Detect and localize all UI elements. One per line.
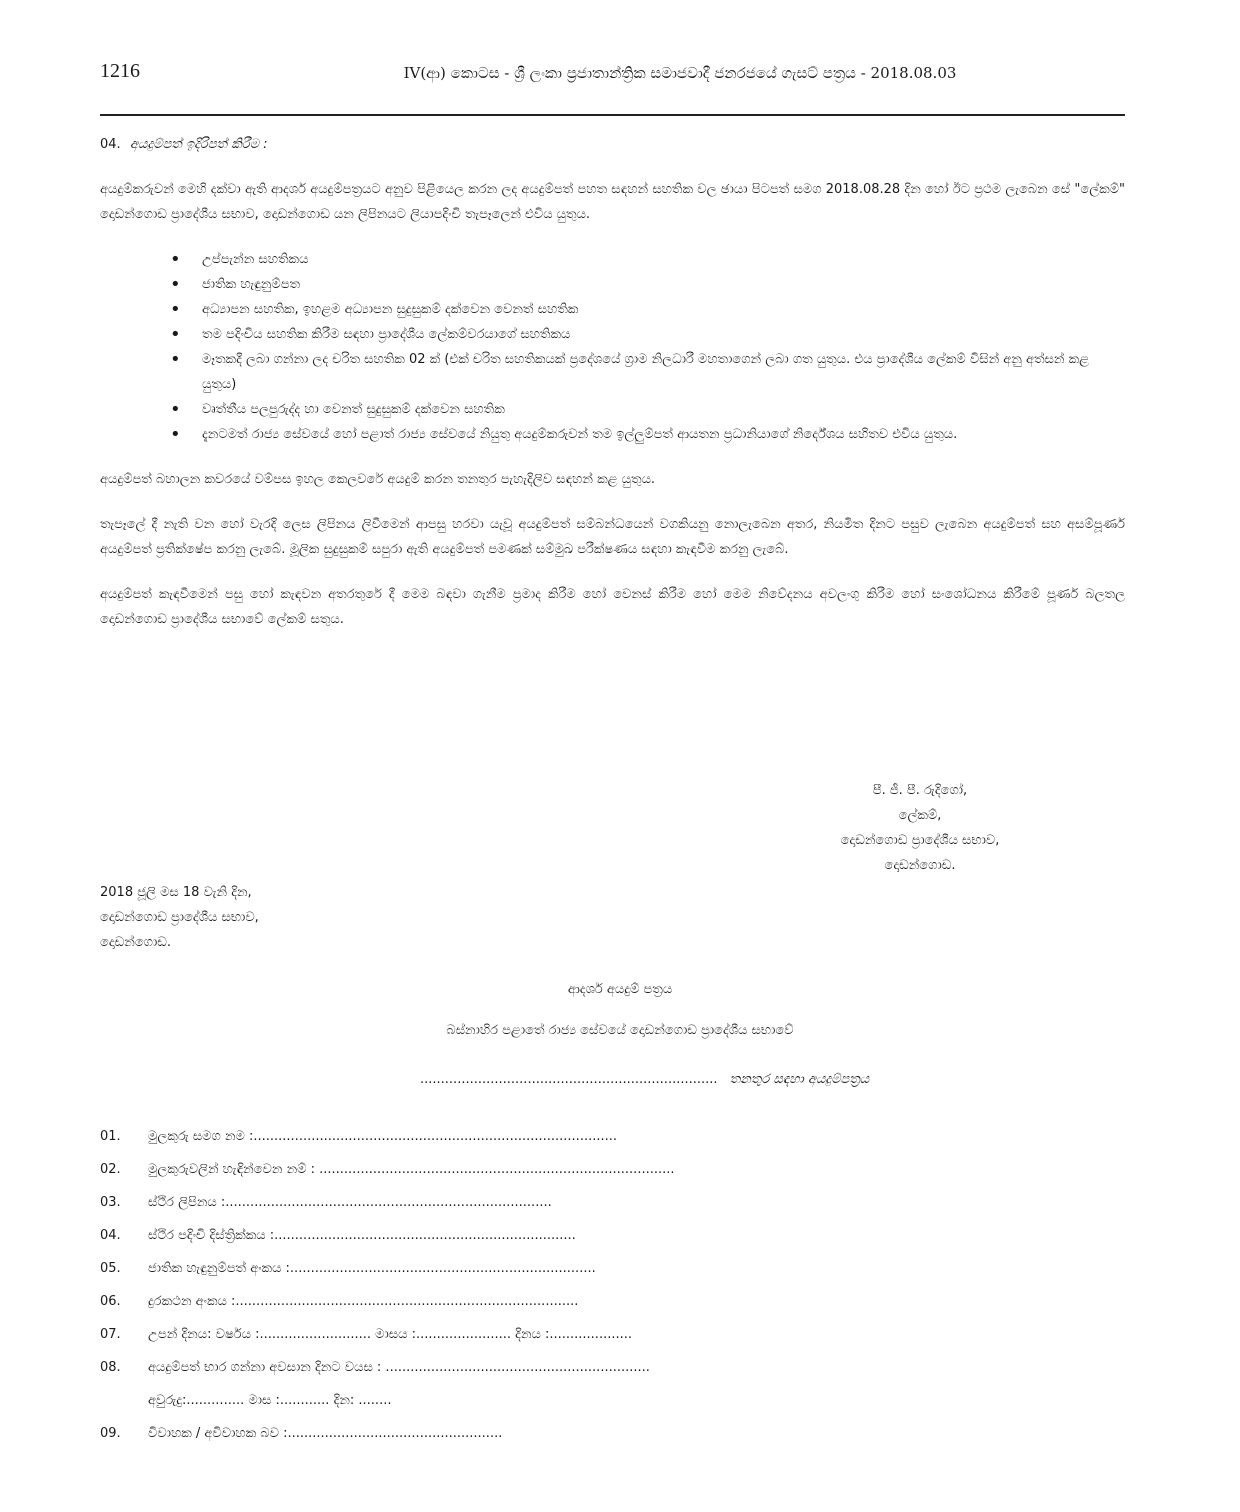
intro-paragraph: අයදුම්කරුවන් මෙහි දක්වා ඇති ආදර්ශ අයදුම්පත්‍රයට අනුව පිළියෙල කරන ලද අයදුම්පත් පහත සඳහන් සහතික වල ඡායා පිටපත් සමග 2018.08.28 දින හෝ ඊට ප්‍රථම ලැබෙන සේ "ලේකම්" දොඩන්ගොඩ ප්‍රාදේශීය සභාව, දොඩන්ගොඩ යන ලිපිනයට ලියාපදිංචි තැපෑලෙන් එවිය යුතුය. — [100, 182, 1125, 222]
form-field — [100, 1417, 1125, 1450]
list-item: • උප්පැන්න සහතිකය — [170, 247, 1125, 272]
list-item: • වෘත්තීය පලපුරුද්ද හා වෙනත් සුදුසුකම් දක්වෙන සහතික — [170, 397, 1125, 422]
form-field — [100, 1153, 1125, 1186]
list-item: • අධ්‍යාපන සහතික, ඉහළම අධ්‍යාපන සුදුසුකම් දක්වෙන වෙනත් සහතික — [170, 297, 1125, 322]
signatory-place: දොඩන්ගොඩ. — [884, 858, 956, 873]
list-item: • තම පදිංචිය සහතික කිරීම සඳහා ප්‍රාදේශීය ලේකම්වරයාගේ සහතිකය — [170, 322, 1125, 347]
field-number: 08. — [100, 1360, 121, 1375]
field-number: 04. — [100, 1228, 121, 1243]
form-post-line — [420, 1072, 869, 1087]
form-field — [100, 1252, 1125, 1285]
form-field — [100, 1318, 1125, 1351]
field-number: 01. — [100, 1129, 121, 1144]
field-number: 02. — [100, 1162, 121, 1177]
field-label: මුලකුරු සමග නම :........................................................................................ — [148, 1129, 618, 1144]
field-number: 07. — [100, 1327, 121, 1342]
page-number: 1216 — [100, 60, 140, 82]
main-content — [100, 132, 1125, 652]
requirements-list — [100, 247, 1125, 447]
form-fields — [100, 1120, 1125, 1450]
rejection-paragraph: තැපෑලේ දී නැති වන හෝ වැරදි ලෙස ලිපිනය ලිවීමෙන් ආපසු හරවා යැවූ අයදුම්පත් සම්බන්ධයෙන් වගකියනු නොලැබෙන අතර, නියමිත දිනට පසුව ලැබෙන අයදුම්පත් සහ අසම්පූර්ණ අයදුම්පත් ප්‍රතික්ෂේප කරනු ලැබේ. මූලික සුදුසුකම් සපුරා ඇති අයදුම්පත් පමණක් සම්මුඛ පරීක්ෂණය සඳහා කැඳවීම කරනු ලැබේ. — [100, 517, 1125, 557]
list-item: • ජාතික හැඳුනුම්පත — [170, 272, 1125, 297]
form-field — [100, 1285, 1125, 1318]
field-number: 05. — [100, 1261, 121, 1276]
section-title: අයදුම්පත් ඉදිරිපත් කිරීම : — [130, 137, 268, 152]
date-block — [100, 880, 259, 955]
signatory-designation: ලේකම්, — [898, 808, 942, 823]
form-subtitle: බස්නාහිර පළාතේ රාජ්‍ය සේවයේ දොඩන්ගොඩ ප්‍රාදේශීය සභාවේ — [446, 1023, 794, 1038]
field-label: අවුරුදු:.............. මාස :............ දින: ........ — [148, 1393, 392, 1408]
section-number: 04. — [100, 137, 121, 152]
post-blank: ........................................................................ — [420, 1072, 718, 1087]
field-label: මුලකුරුවලින් හැඳින්වෙන නම් ‍: ...................................................................................... — [148, 1162, 675, 1177]
post-label: තනතුර සඳහා අයදුම්පත්‍රය — [729, 1072, 870, 1087]
signatory-office: දොඩන්ගොඩ ප්‍රාදේශීය සභාව, — [840, 833, 1000, 848]
issue-place: දොඩන්ගොඩ. — [100, 935, 172, 950]
field-label: ස්ථිර පදිංචි දිස්ත්‍රික්කය :......................................................................... — [148, 1228, 576, 1243]
signature-block — [760, 778, 1080, 878]
form-field — [100, 1186, 1125, 1219]
issue-office: දොඩන්ගොඩ ප්‍රාදේශීය සභාව, — [100, 910, 259, 925]
gazette-header-title: IV(ආ) කොටස - ශ්‍රී ලංකා ප්‍රජාතාන්ත්‍රික සමාජවාදී ජනරජයේ ගැසට් පත්‍රය - 2018.08.03 — [403, 64, 957, 82]
form-field — [100, 1120, 1125, 1153]
field-label: ජාතික හැඳුනුම්පත් අංකය :.......................................................................... — [148, 1261, 596, 1276]
field-label: උපන් දිනය: වර්ෂය :........................... මාසය :....................... දිනය :.................... — [148, 1327, 632, 1342]
field-number: 03. — [100, 1195, 121, 1210]
field-number: 06. — [100, 1294, 121, 1309]
issue-date: 2018 ජූලි මස 18 වැනි දින, — [100, 885, 252, 900]
header-divider — [100, 114, 1125, 116]
form-title: ආදර්ශ අයදුම් පත්‍රය — [567, 982, 673, 997]
form-field — [100, 1384, 1125, 1417]
field-label: විවාහක / අවිවාහක බව :.................................................... — [148, 1426, 503, 1441]
section-heading — [100, 132, 1125, 157]
field-number: 09. — [100, 1426, 121, 1441]
field-label: ස්ථිර ලිපිනය :............................................................................... — [148, 1195, 552, 1210]
field-label: දුරකථන අංකය :................................................................................... — [148, 1294, 579, 1309]
envelope-paragraph: අයදුම්පත් බහාලන කවරයේ වම්පස ඉහල කෙලවරේ අයදුම් කරන තනතුර පැහැදිලිව සඳහන් කළ යුතුය. — [100, 472, 656, 487]
field-label: අයදුම්පත් භාර ගන්නා අවසාන දිනට වයස ‍: ................................................................ — [148, 1360, 650, 1375]
powers-paragraph: අයදුම්පත් කැඳවීමෙන් පසු හෝ කැඳවන අතරතුරේ දී මෙම බඳවා ගැනීම ප්‍රමාද කිරීම හෝ වෙනස් කිරීම හෝ මෙම නිවේදනය අවලංගු කිරීම හෝ සංශෝධනය කිරීමේ පූර්ණ බලතල දොඩන්ගොඩ ප්‍රාදේශීය සභාවේ ලේකම් සතුය. — [100, 587, 1125, 627]
form-field — [100, 1351, 1125, 1384]
signatory-name: පී. ජී. පී. රුදිගෝ, — [872, 783, 968, 798]
list-item: • මෑතකදී ලබා ගන්නා ලද චරිත සහතික 02 ක් (එක් චරිත සහතිකයක් ප්‍රදේශයේ ග්‍රාම නිලධාරී මහතාගෙන් ලබා ගත යුතුය. එය ප්‍රාදේශීය ලේකම් විසින් අනු අත්සන් කළ යුතුය) — [170, 347, 1125, 397]
form-field — [100, 1219, 1125, 1252]
list-item: • දැනටමත් රාජ්‍ය සේවයේ හෝ පළාත් රාජ්‍ය සේවයේ නියුතු අයදුම්කරුවන් තම ඉල්ලුම්පත් ආයතන ප්‍රධානියාගේ නිර්දේශය සහිතව එවිය යුතුය. — [170, 422, 1125, 447]
